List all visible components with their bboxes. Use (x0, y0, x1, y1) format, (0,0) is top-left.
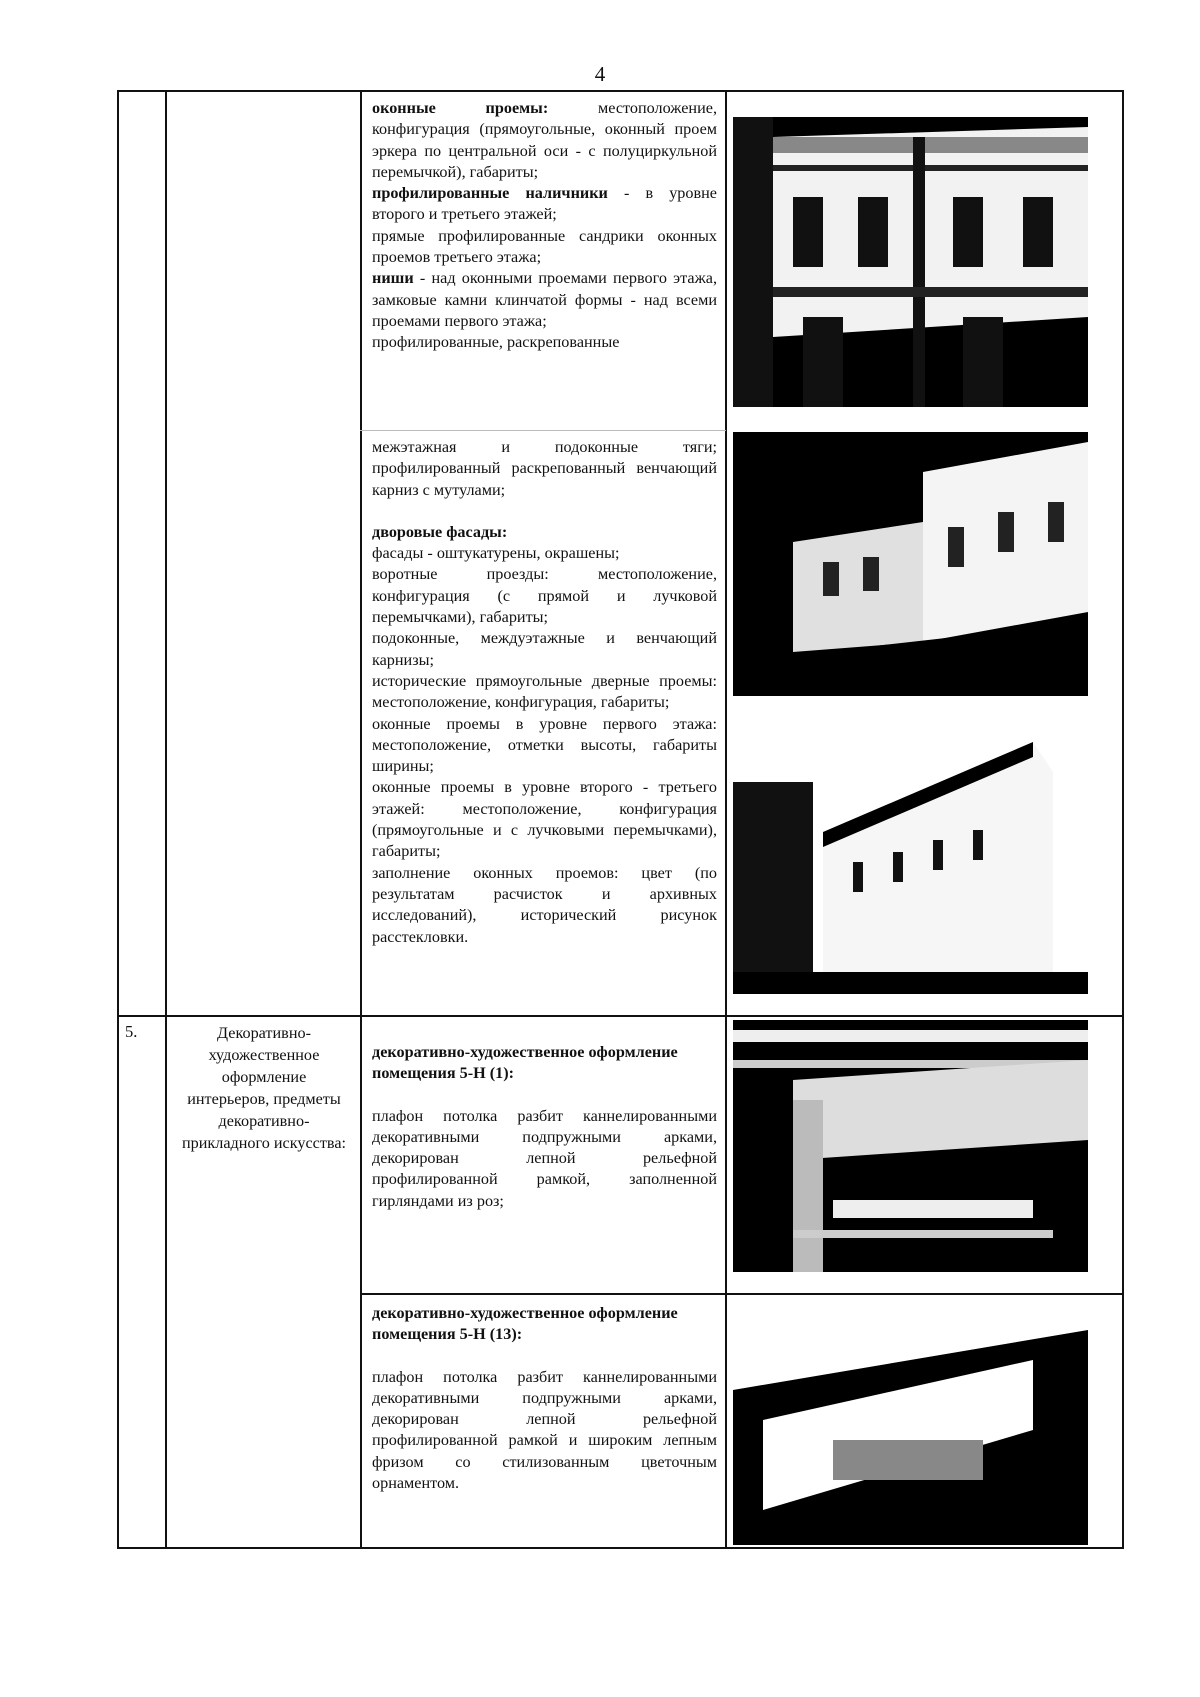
description: прямые профилированные сандрики оконных проемов третьего этажа; (372, 226, 717, 267)
block-heading: декоративно-художественное оформление помещения 5-Н (1): (372, 1043, 678, 1083)
block-text: плафон потолка разбит каннелированными декоративными подпружными арками, декорирован лепной рельефной профилированной рамкой и широким лепным фризом со стилизованным цветочным орнаментом. (372, 1367, 717, 1493)
row-divider-4-5 (117, 1015, 1124, 1017)
row4-text-b (372, 437, 717, 948)
row4-text-a (372, 98, 717, 354)
table-top-border (117, 90, 1124, 92)
description: - в уровне второго и третьего этажей; (372, 184, 717, 224)
paragraph (372, 226, 717, 269)
courtyard-photo-1 (733, 432, 1088, 696)
interior-photo-1 (733, 1020, 1088, 1272)
col-divider-3 (725, 90, 727, 1549)
courtyard-item: фасады - оштукатурены, окрашены; (372, 544, 620, 563)
courtyard-item: подоконные, междуэтажные и венчающий карнизы; (372, 629, 717, 669)
facade-photo-street (733, 117, 1088, 407)
courtyard-item: оконные проемы в уровне второго - третьего этажей: местоположение, конфигурация (прямоугольные и с лучковыми перемычками), габариты; (372, 778, 717, 861)
courtyard-heading: дворовые фасады: (372, 522, 508, 541)
description: местоположение, конфигурация (прямоугольные, оконный проем эркера по центральной оси - с полуциркульной перемычкой), габариты; (372, 99, 717, 181)
courtyard-item: заполнение оконных проемов: цвет (по результатам расчисток и архивных исследований), исторический рисунок расстекловки. (372, 863, 717, 946)
paragraph (372, 437, 717, 501)
paragraph (372, 98, 717, 183)
row5-block-1 (372, 1042, 717, 1212)
description: профилированные, раскрепованные (372, 333, 620, 352)
description: межэтажная и подоконные тяги; профилированный раскрепованный венчающий карниз с мутулами; (372, 438, 717, 499)
table-left-border (117, 90, 119, 1549)
term: оконные проемы: (372, 99, 549, 117)
paragraph (372, 183, 717, 226)
paragraph (372, 268, 717, 332)
description: - над оконными проемами первого этажа, замковые камни клинчатой формы - над всеми проемами первого этажа; (372, 269, 717, 330)
row4-inner-divider (360, 430, 726, 431)
courtyard-item: воротные проезды: местоположение, конфигурация (с прямой и лучковой перемычками), габариты; (372, 565, 717, 627)
table-right-border (1122, 90, 1124, 1549)
term: ниши (372, 269, 414, 288)
interior-photo-2 (733, 1300, 1088, 1545)
courtyard-item: оконные проемы в уровне первого этажа: местоположение, отметки высоты, габариты ширины; (372, 714, 717, 776)
page-number: 4 (594, 62, 606, 86)
row-number: 5. (125, 1022, 138, 1041)
col-divider-1 (165, 90, 167, 1549)
courtyard-photo-2 (733, 722, 1088, 994)
table-bottom-border (117, 1547, 1124, 1549)
row5-block-2 (372, 1303, 717, 1494)
paragraph (372, 332, 717, 353)
courtyard-item: исторические прямоугольные дверные проемы: местоположение, конфигурация, габариты; (372, 671, 717, 712)
block-heading: декоративно-художественное оформление помещения 5-Н (13): (372, 1304, 678, 1344)
row-title: Декоративно-художественное оформление интерьеров, предметы декоративно-прикладного искусства: (181, 1024, 347, 1152)
row5-inner-divider (360, 1293, 1124, 1295)
col-divider-2 (360, 90, 362, 1549)
block-text: плафон потолка разбит каннелированными декоративными подпружными арками, декорирован лепной рельефной профилированной рамкой, заполненной гирляндами из роз; (372, 1106, 717, 1210)
term: профилированные наличники (372, 184, 608, 203)
